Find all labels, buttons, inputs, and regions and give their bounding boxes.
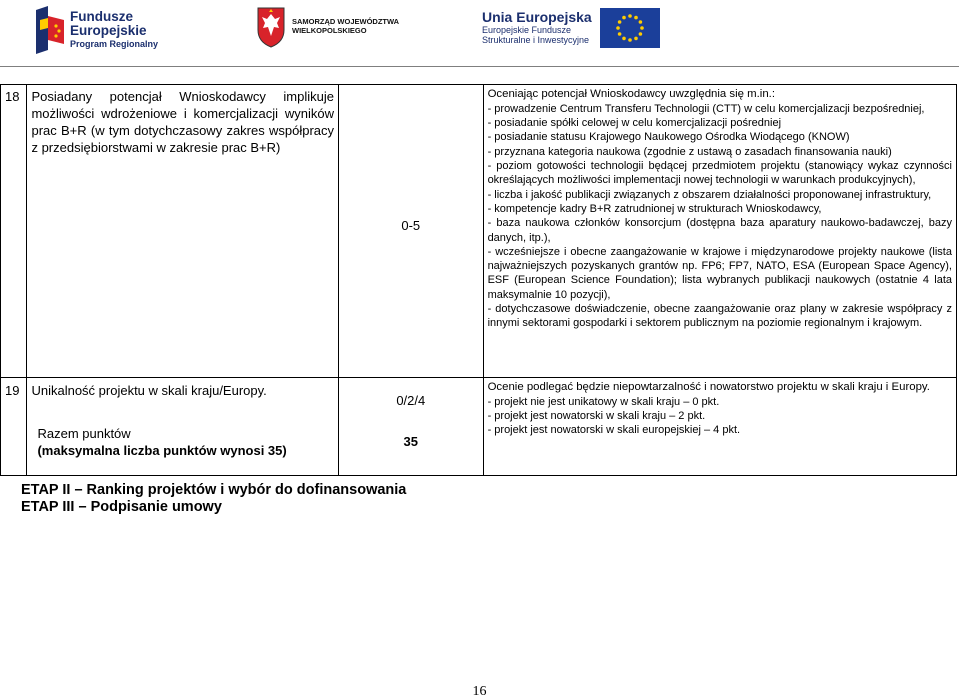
criterion-points-value: 0-5 (401, 217, 421, 233)
logo-sw-line1: SAMORZĄD WOJEWÓDZTWA (292, 17, 400, 27)
summary-sublabel: (maksymalna liczba punktów wynosi 35) (37, 443, 287, 458)
page-number: 16 (472, 684, 487, 699)
description-item: - dotychczasowe doświadczenie, obecne zaangażowanie oraz plany w zakresie współpracy z innymi sektorami gospodarki i sektorem publicznym na poziomie regionalnym i krajowym. (487, 302, 952, 330)
fundusze-europejskie-icon (36, 6, 64, 54)
summary-label: Razem punktów (37, 426, 131, 441)
logo-fe-line2: Europejskie (70, 23, 147, 39)
logo-unia-europejska (482, 8, 660, 48)
stage-heading: ETAP III – Podpisanie umowy (21, 499, 222, 516)
description-item: - projekt jest nowatorski w skali europejskiej – 4 pkt. (487, 424, 741, 437)
description-item: - posiadanie statusu Krajowego Naukowego Ośrodka Wiodącego (KNOW) (487, 131, 850, 144)
criterion-number: 18 (1, 85, 27, 378)
description-item: - przyznana kategoria naukowa (zgodnie z ustawą o zasadach finansowania nauki) (487, 145, 892, 158)
criterion-points (339, 85, 484, 378)
summary-total: 35 (403, 434, 419, 449)
criterion-points-cell (339, 378, 484, 476)
logo-ue-line1: Unia Europejska (482, 9, 592, 26)
description-item: - baza naukowa członków konsorcjum (dostępna baza aparatury naukowo-badawczej, bazy danych, itp.), (487, 217, 952, 244)
logo-fundusze-europejskie (36, 6, 158, 54)
description-item: - poziom gotowości technologii będącej przedmiotem projektu (stanowiący wykaz czynności określających możliwości implementacji nowej technologii w warunkach produkcyjnych), (487, 160, 952, 187)
criteria-table (0, 84, 957, 476)
description-item: - posiadanie spółki celowej w celu komercjalizacji pośredniej (487, 117, 782, 130)
eu-flag-icon (600, 8, 660, 48)
criterion-description (483, 378, 956, 476)
logo-ue-line3: Strukturalne i Inwestycyjne (482, 34, 590, 45)
logo-fe-line3: Program Regionalny (70, 39, 159, 50)
table-row (1, 378, 957, 476)
logo-sw-line2: WIELKOPOLSKIEGO (292, 26, 367, 35)
page-header (0, 0, 959, 60)
header-divider (0, 66, 959, 67)
criterion-number: 19 (1, 378, 27, 476)
criterion-name: Unikalność projektu w skali kraju/Europy. (31, 383, 267, 398)
table-row (1, 85, 957, 378)
stage-heading: ETAP II – Ranking projektów i wybór do dofinansowania (21, 482, 407, 498)
description-item: - projekt nie jest unikatowy w skali kraju – 0 pkt. (487, 395, 720, 408)
logo-samorzad-wielkopolski (256, 6, 399, 48)
stages-list (21, 482, 406, 517)
logo-ue-line2: Europejskie Fundusze (482, 24, 572, 35)
criterion-name-cell (27, 378, 339, 476)
coat-of-arms-eagle-icon (256, 6, 286, 48)
criterion-name: Posiadany potencjał Wnioskodawcy implikuje możliwości wdrożeniowe i komercjalizacji wyników prac B+R (w tym dotychczasowy zakres współpracy z przedsiębiorstwami w zakresie prac B+R) (27, 85, 339, 378)
description-item: - liczba i jakość publikacji związanych z obszarem działalności proponowanej infrastruktury, (487, 188, 932, 201)
description-item: - kompetencje kadry B+R zatrudnionej w strukturach Wnioskodawcy, (487, 202, 822, 215)
description-item: - projekt jest nowatorski w skali kraju – 2 pkt. (487, 410, 706, 423)
logo-fe-line1: Fundusze (70, 9, 133, 25)
description-intro: Oceniając potencjał Wnioskodawcy uwzględnia się m.in.: (487, 88, 775, 100)
description-item: - wcześniejsze i obecne zaangażowanie w krajowe i międzynarodowe projekty naukowe (lista najważniejszych pozyskanych grantów np. FP6; FP7, NATO, ESA (European Space Agency), ESF (European Science Foundation); lista wybranych publikacji naukowych (ostatnie 4 lata maksymalnie 10 pozycji), (487, 245, 952, 301)
description-intro: Ocenie podlegać będzie niepowtarzalność i nowatorstwo projektu w skali kraju i Europy. (487, 381, 930, 393)
criterion-points: 0/2/4 (396, 393, 426, 408)
description-item: - prowadzenie Centrum Transferu Technologii (CTT) w celu komercjalizacji bezpośredniej, (487, 102, 925, 115)
criterion-description (483, 85, 956, 378)
